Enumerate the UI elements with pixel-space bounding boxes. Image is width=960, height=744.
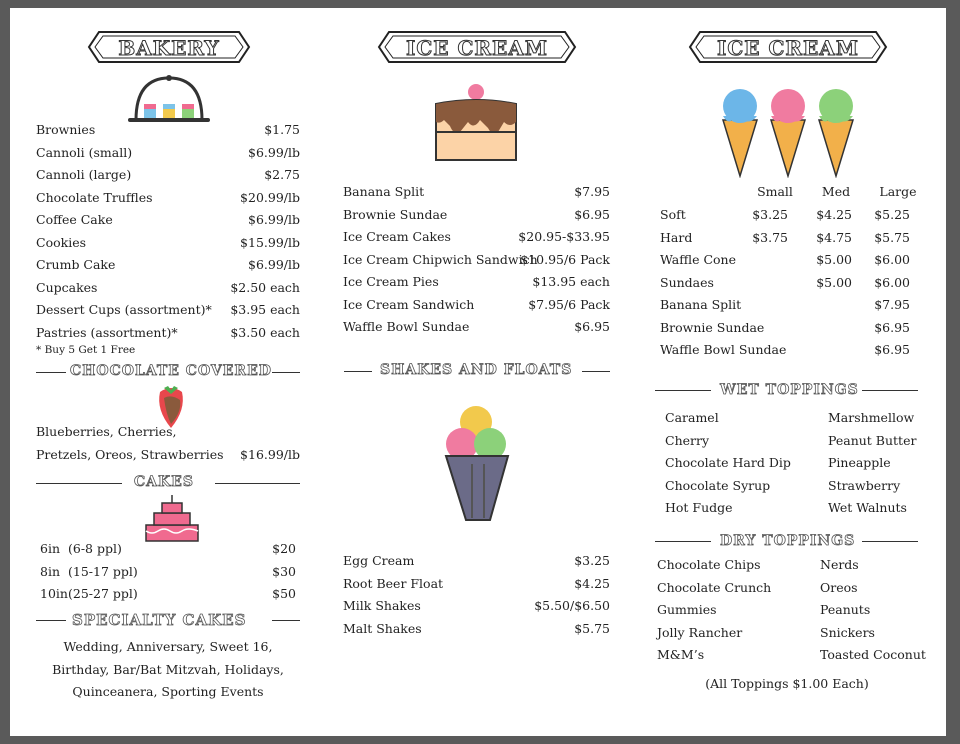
menu-item-name: Waffle Cone <box>660 252 737 267</box>
menu-item-name: Banana Split <box>343 184 425 199</box>
menu-item-price: $2.75 <box>264 167 300 182</box>
menu-item-price: $13.95 each <box>532 274 610 289</box>
menu-item-name: Soft <box>660 207 686 222</box>
menu-item-name: Cookies <box>36 234 86 250</box>
price-large: $6.00 <box>874 274 910 290</box>
shakes-floats-heading: SHAKES AND FLOATS <box>380 362 573 378</box>
divider-line <box>582 371 610 372</box>
topping-item: Toasted Coconut <box>820 647 926 662</box>
cake-size: 10in <box>40 586 68 601</box>
price-small: $3.25 <box>752 207 788 222</box>
divider-line <box>272 372 300 373</box>
menu-item-name: Sundaes <box>660 274 714 290</box>
menu-item-price: $6.99/lb <box>248 257 300 272</box>
menu-item-price: $5.75 <box>574 620 610 636</box>
menu-item-name: Cannoli (small) <box>36 144 133 160</box>
size-header-med: Med <box>821 184 851 199</box>
menu-item-name: Ice Cream Cakes <box>343 229 451 244</box>
topping-item: Strawberry <box>828 477 901 493</box>
bakery-footnote: * Buy 5 Get 1 Free <box>36 344 136 356</box>
chocolate-covered-heading: CHOCOLATE COVERED <box>70 363 272 379</box>
ice-cream-title-right: ICE CREAM <box>717 36 859 60</box>
chocolate-covered-price: $16.99/lb <box>240 447 300 462</box>
ice-cream-banner-middle <box>377 28 577 66</box>
divider-line <box>862 541 918 542</box>
topping-item: Chocolate Crunch <box>657 579 772 595</box>
price-med: $5.00 <box>816 274 852 290</box>
cake-price: $20 <box>272 541 296 556</box>
topping-item: Oreos <box>820 579 858 595</box>
menu-item-name: Root Beer Float <box>343 575 444 591</box>
cake-size: 8in <box>40 563 61 579</box>
tiered-cake-icon <box>142 495 202 543</box>
topping-item: Snickers <box>820 624 875 640</box>
chocolate-covered-line1: Blueberries, Cherries, <box>36 424 177 439</box>
price-small: $3.75 <box>752 229 788 245</box>
topping-item: Nerds <box>820 557 859 572</box>
topping-item: Pineapple <box>828 455 891 470</box>
specialty-cakes-heading: SPECIALTY CAKES <box>72 611 247 629</box>
ice-cream-sundae-icon <box>442 402 514 526</box>
menu-item-name: Dessert Cups (assortment)* <box>36 302 212 317</box>
specialty-line: Wedding, Anniversary, Sweet 16, <box>63 639 273 654</box>
topping-item: Chocolate Chips <box>657 557 761 572</box>
dry-toppings-heading: DRY TOPPINGS <box>720 533 856 549</box>
topping-item: Chocolate Hard Dip <box>665 455 791 470</box>
divider-line <box>36 620 66 621</box>
menu-item-name: Milk Shakes <box>343 598 421 613</box>
menu-item-price: $4.25 <box>574 575 610 591</box>
divider-line <box>272 620 300 621</box>
menu-item-name: Waffle Bowl Sundae <box>660 342 787 357</box>
price-large: $6.95 <box>874 319 910 335</box>
specialty-line: Quinceanera, Sporting Events <box>72 684 264 699</box>
bakery-title: BAKERY <box>118 36 220 60</box>
price-large: $5.25 <box>874 207 910 222</box>
menu-item-name: Egg Cream <box>343 553 415 568</box>
topping-item: M&M’s <box>657 647 705 662</box>
menu-item-name: Brownies <box>36 122 96 137</box>
menu-item-name: Malt Shakes <box>343 620 422 636</box>
menu-item-price: $15.99/lb <box>240 234 300 250</box>
wet-toppings-heading: WET TOPPINGS <box>720 382 859 398</box>
menu-item-price: $5.50/$6.50 <box>534 598 610 613</box>
menu-item-name: Brownie Sundae <box>660 319 765 335</box>
menu-item-name: Chocolate Truffles <box>36 189 153 205</box>
chocolate-covered-line2: Pretzels, Oreos, Strawberries <box>36 447 224 462</box>
menu-item-price: $6.99/lb <box>248 144 300 160</box>
ice-cream-cones-icon <box>715 82 865 178</box>
cakes-heading: CAKES <box>134 474 194 490</box>
topping-item: Chocolate Syrup <box>665 477 771 493</box>
topping-item: Cherry <box>665 432 710 448</box>
menu-item-price: $10.95/6 Pack <box>520 251 610 267</box>
topping-item: Wet Walnuts <box>828 500 907 515</box>
menu-item-name: Waffle Bowl Sundae <box>343 319 470 334</box>
divider-line <box>344 371 372 372</box>
menu-item-price: $2.50 each <box>230 279 300 295</box>
price-med: $4.75 <box>816 229 852 245</box>
topping-item: Gummies <box>657 602 717 617</box>
menu-item-price: $7.95 <box>574 184 610 199</box>
menu-item-price: $6.95 <box>574 319 610 334</box>
menu-item-price: $20.99/lb <box>240 189 300 205</box>
cake-servings: (25-27 ppl) <box>68 586 138 601</box>
topping-item: Jolly Rancher <box>657 624 743 640</box>
size-header-large: Large <box>879 184 917 199</box>
menu-item-name: Ice Cream Chipwich Sandwich <box>343 251 538 267</box>
menu-item-price: $3.95 each <box>230 302 300 317</box>
topping-item: Caramel <box>665 410 719 425</box>
bakery-banner <box>87 28 251 66</box>
toppings-note: (All Toppings $1.00 Each) <box>705 676 869 691</box>
price-large: $7.95 <box>874 297 910 312</box>
menu-item-name: Banana Split <box>660 297 742 312</box>
menu-item-name: Ice Cream Pies <box>343 274 439 289</box>
divider-line <box>36 372 66 373</box>
divider-line <box>36 483 122 484</box>
ice-cream-title-middle: ICE CREAM <box>406 36 548 60</box>
price-large: $5.75 <box>874 229 910 245</box>
price-large: $6.95 <box>874 342 910 357</box>
cake-price: $30 <box>272 563 296 579</box>
specialty-line: Birthday, Bar/Bat Mitzvah, Holidays, <box>52 661 284 677</box>
divider-line <box>655 390 711 391</box>
cake-dome-icon <box>126 74 212 124</box>
menu-page <box>10 8 946 736</box>
menu-item-name: Ice Cream Sandwich <box>343 296 475 312</box>
menu-item-price: $1.75 <box>264 122 300 137</box>
cake-servings: (15-17 ppl) <box>68 563 138 579</box>
divider-line <box>215 483 300 484</box>
cake-size: 6in <box>40 541 61 556</box>
ice-cream-cake-icon <box>430 82 522 162</box>
price-med: $5.00 <box>816 252 852 267</box>
menu-item-name: Hard <box>660 229 693 245</box>
menu-item-name: Cupcakes <box>36 279 98 295</box>
cake-price: $50 <box>272 586 296 601</box>
cake-servings: (6-8 ppl) <box>68 541 122 556</box>
menu-item-price: $20.95-$33.95 <box>518 229 610 244</box>
price-large: $6.00 <box>874 252 910 267</box>
menu-item-name: Pastries (assortment)* <box>36 324 178 340</box>
topping-item: Peanut Butter <box>828 432 917 448</box>
menu-item-price: $3.25 <box>574 553 610 568</box>
menu-item-price: $7.95/6 Pack <box>528 296 610 312</box>
topping-item: Peanuts <box>820 602 871 617</box>
menu-item-name: Coffee Cake <box>36 212 113 227</box>
topping-item: Hot Fudge <box>665 500 733 515</box>
size-header-small: Small <box>757 184 793 199</box>
menu-item-price: $6.99/lb <box>248 212 300 227</box>
menu-item-price: $6.95 <box>574 206 610 222</box>
ice-cream-banner-right <box>688 28 888 66</box>
price-med: $4.25 <box>816 207 852 222</box>
menu-item-name: Brownie Sundae <box>343 206 448 222</box>
topping-item: Marshmellow <box>828 410 915 425</box>
divider-line <box>862 390 918 391</box>
menu-item-price: $3.50 each <box>230 324 300 340</box>
menu-item-name: Cannoli (large) <box>36 167 132 182</box>
menu-item-name: Crumb Cake <box>36 257 116 272</box>
divider-line <box>655 541 711 542</box>
